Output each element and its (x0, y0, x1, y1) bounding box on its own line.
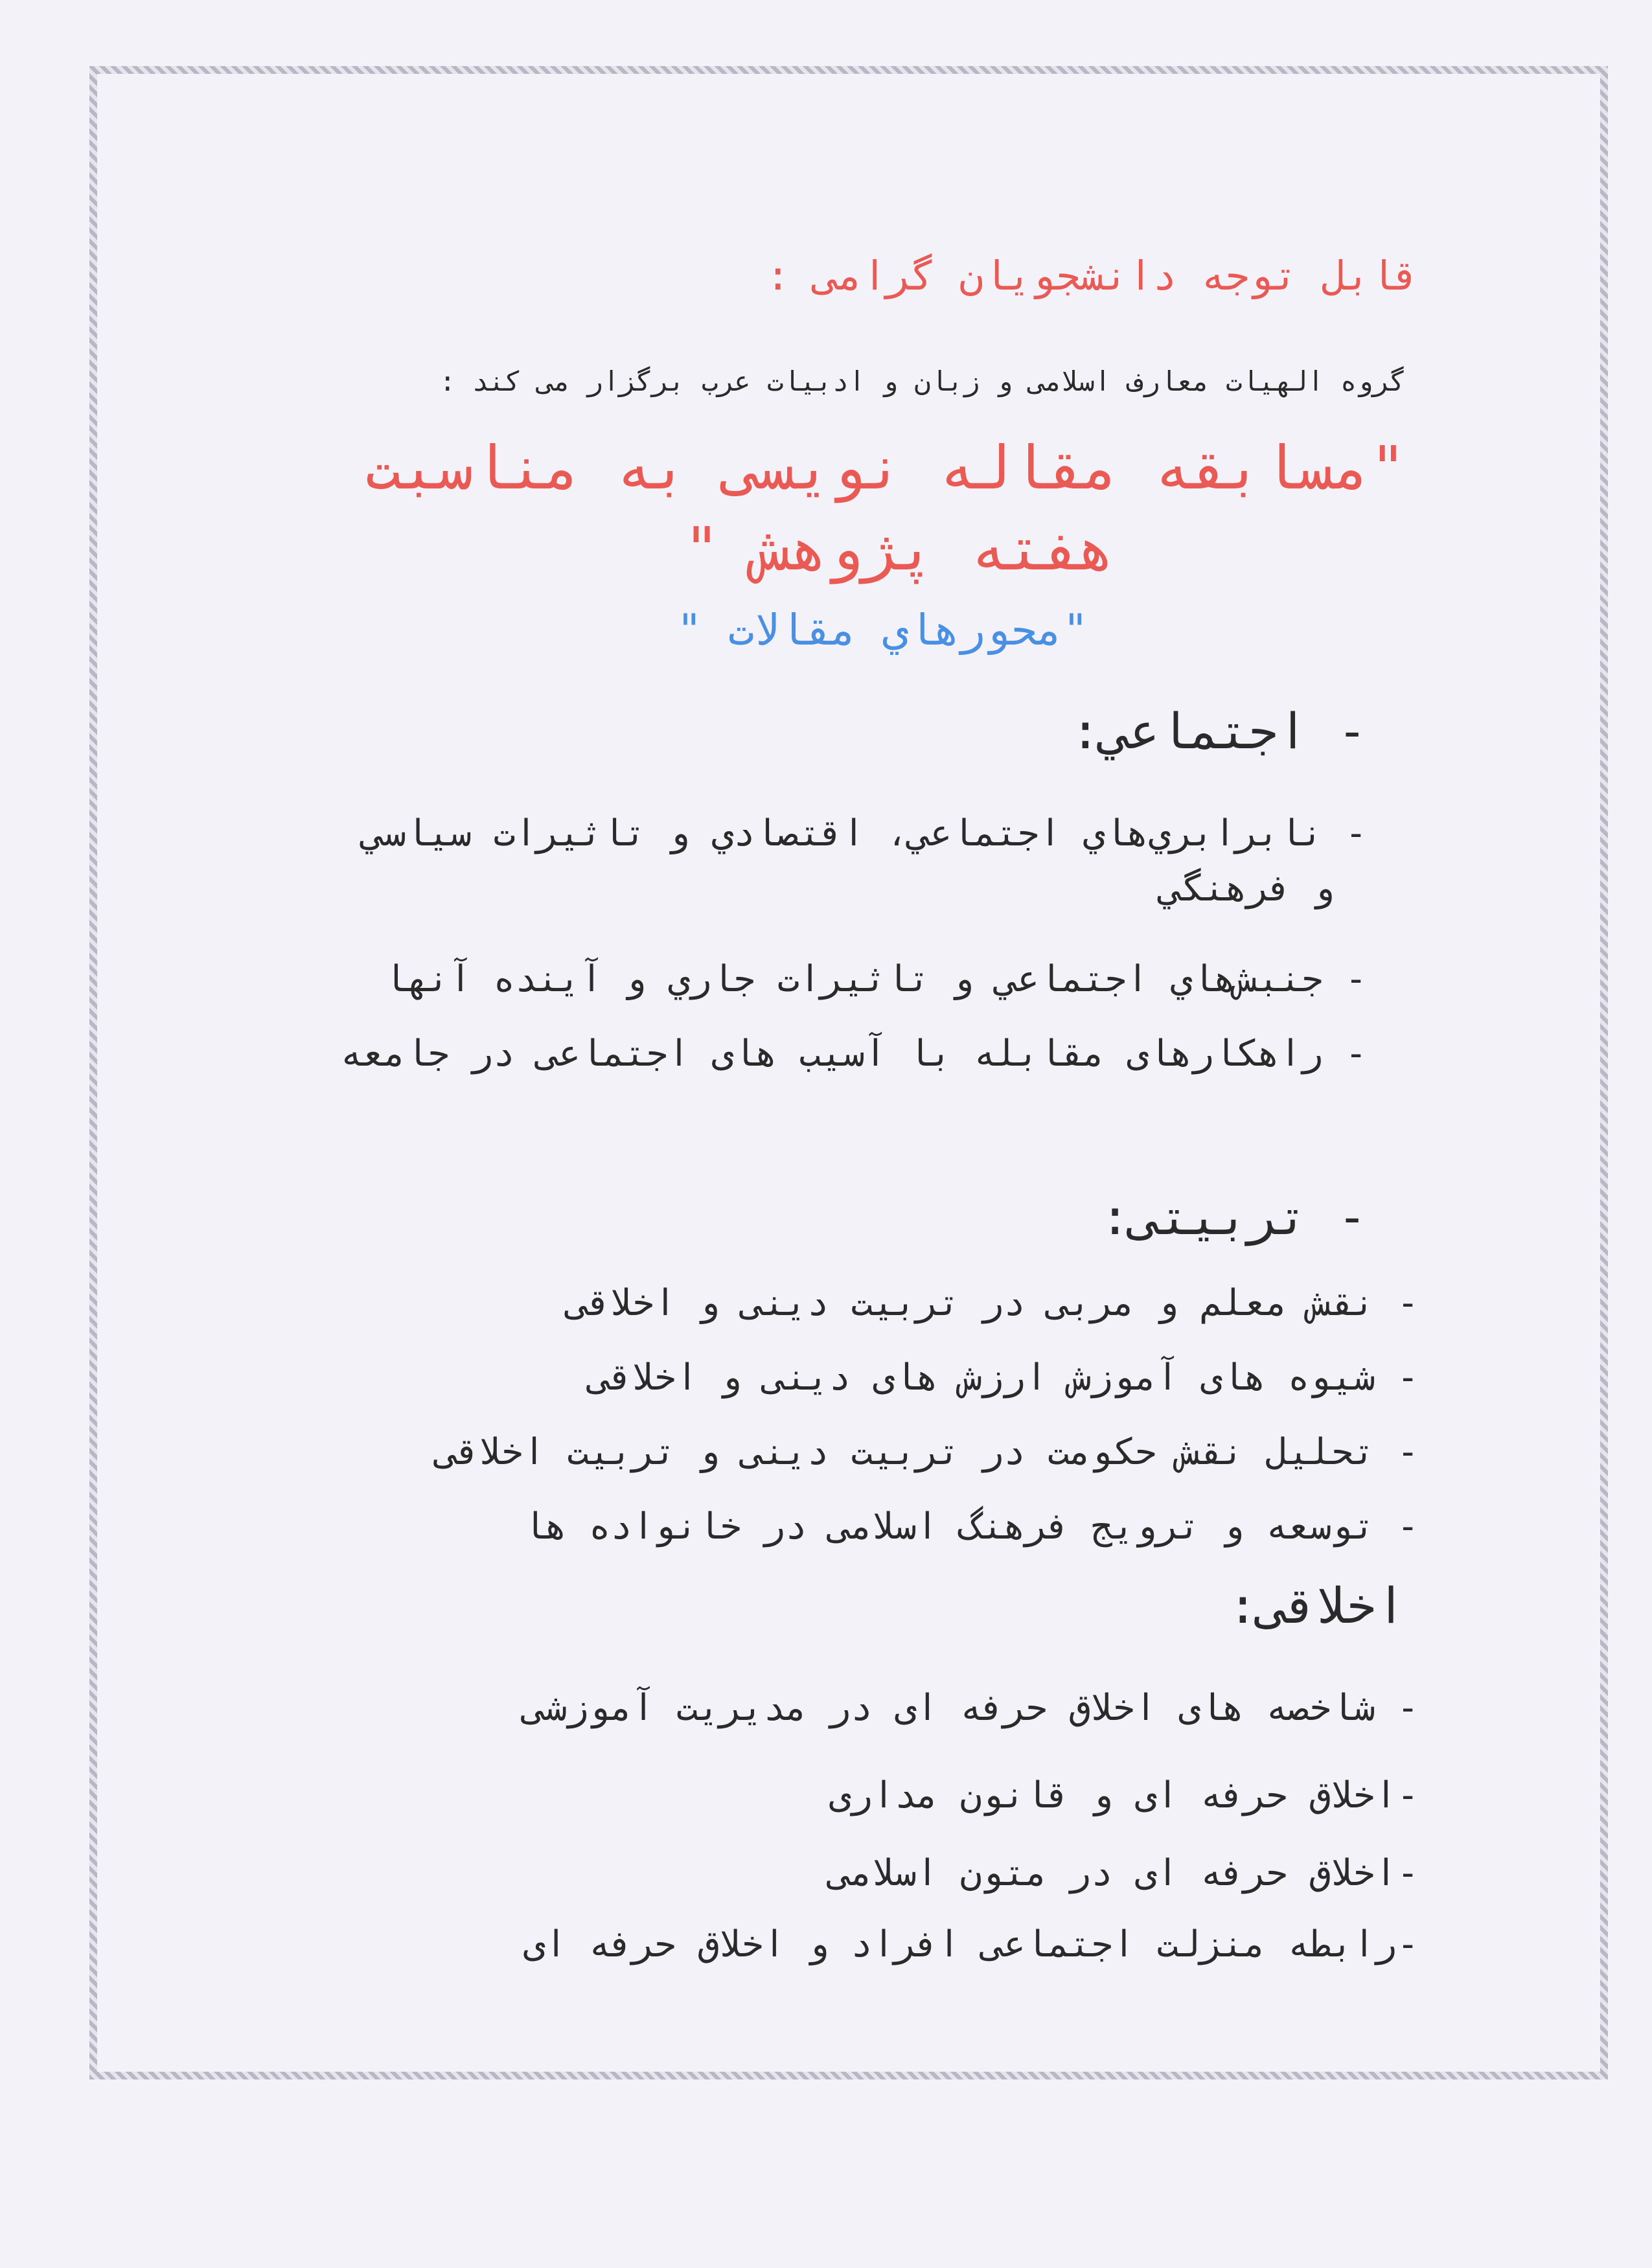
educational-item-teacher-role: - نقش معلم و مربی در تربيت دينی و اخلاقی (567, 1282, 1419, 1324)
article-axes-heading: "محورهاي مقالات " (676, 605, 1088, 655)
notice-content (97, 74, 1600, 2072)
section-heading-social: - اجتماعي: (1070, 702, 1367, 760)
social-item-movements: - جنبش‌هاي اجتماعي و تاثيرات جاري و آينده آنها (384, 958, 1367, 1000)
social-item-inequality-continued: و فرهنگي (1160, 867, 1335, 910)
ethical-item-indicators: - شاخصه های اخلاق حرفه ای در مديريت آموزشی (523, 1687, 1419, 1729)
notice-intro: قابل توجه دانشجويان گرامی : (766, 252, 1419, 299)
organizer-line: گروه الهيات معارف اسلامی و زبان و ادبيات عرب برگزار می كند : (439, 365, 1406, 397)
educational-item-family-culture: - توسعه و ترويج فرهنگ اسلامی در خانواده ها (523, 1506, 1419, 1548)
decorative-page-border (89, 66, 1608, 2079)
competition-title-line-2: هفته پژوهش " (683, 514, 1114, 584)
social-item-inequality: - نابرابري‌هاي اجتماعي، اقتصادي و تاثيرات سياسي (362, 812, 1367, 854)
section-heading-ethical: اخلاقی: (1228, 1577, 1406, 1634)
ethical-item-law: -اخلاق حرفه ای و قانون مداری (829, 1774, 1419, 1816)
educational-item-teaching-methods: - شيوه های آموزش ارزش های دينی و اخلاقی (588, 1357, 1419, 1399)
ethical-item-social-status: -رابطه منزلت اجتماعی افراد و اخلاق حرفه ای (523, 1923, 1419, 1965)
social-item-solutions: - راهكارهای مقابله با آسيب های اجتماعی در جامعه (340, 1033, 1367, 1075)
educational-item-government-role: - تحليل نقش حكومت در تربيت دينی و تربيت اخلاقی (435, 1431, 1419, 1473)
section-heading-educational: - تربيتی: (1100, 1188, 1367, 1246)
ethical-item-islamic-texts: -اخلاق حرفه ای در متون اسلامی (829, 1852, 1419, 1894)
competition-title-line-1: "مسابقه مقاله نويسی به مناسبت (365, 433, 1406, 503)
